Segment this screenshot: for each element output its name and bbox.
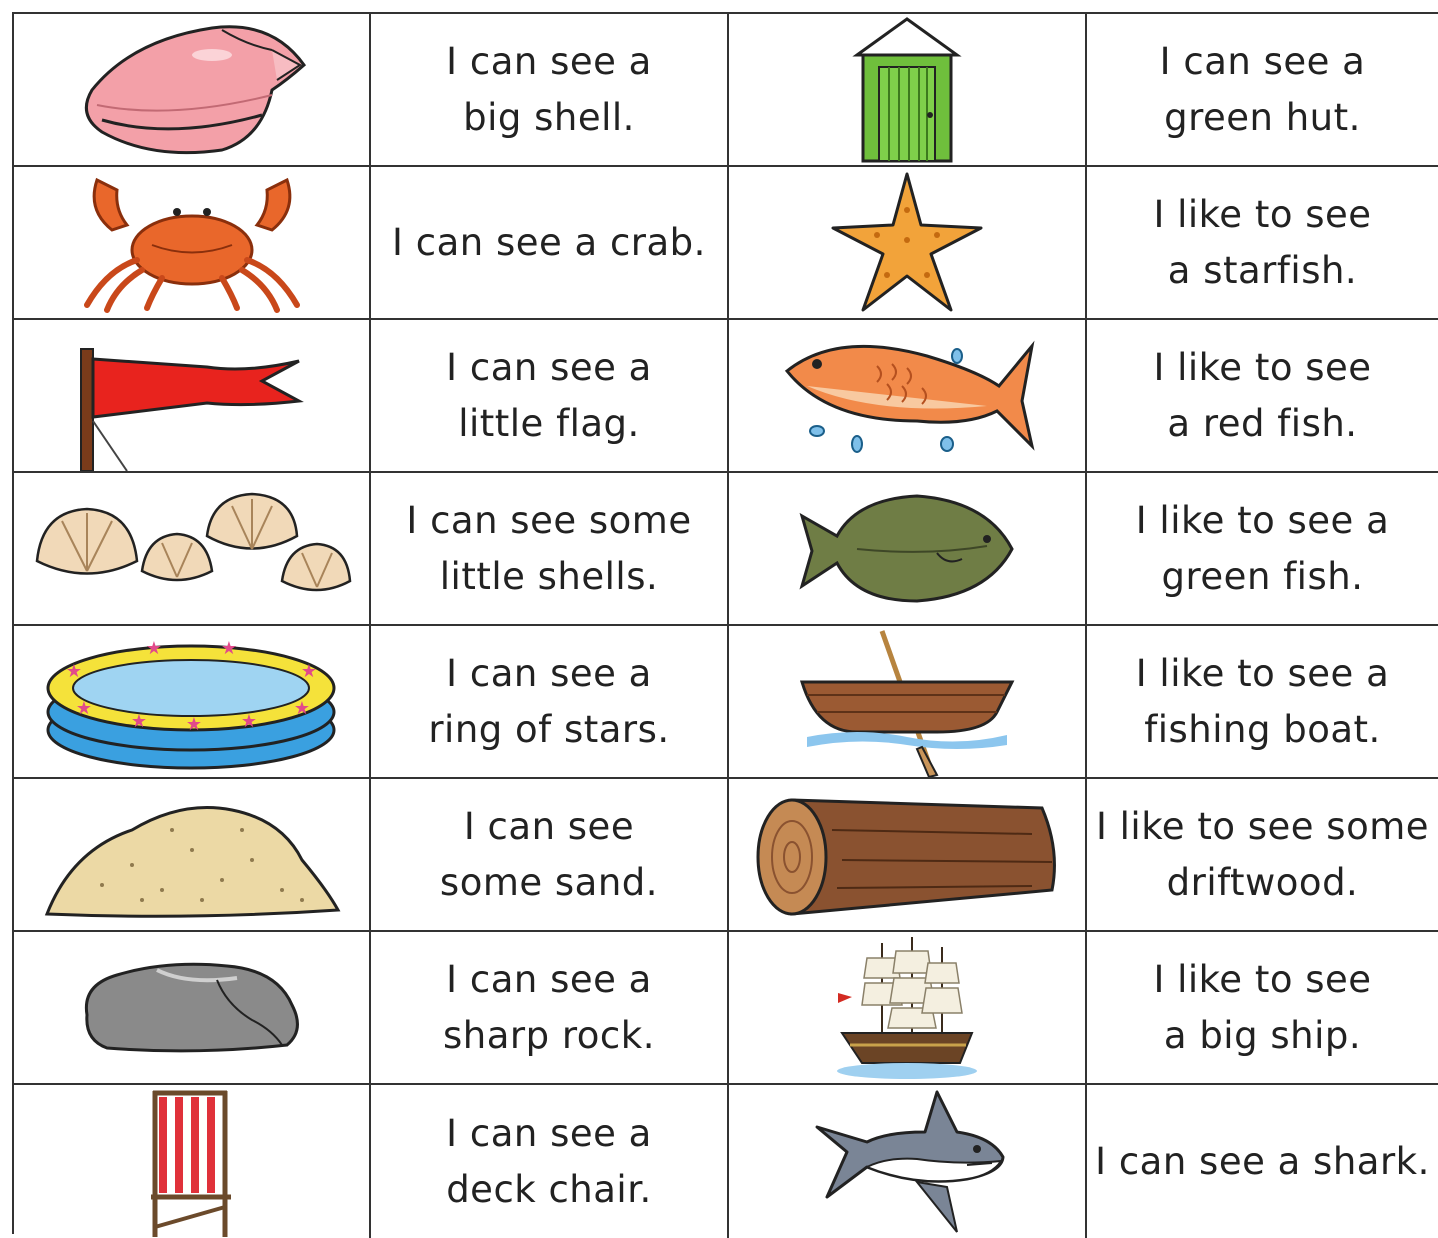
starfish-icon: [729, 167, 1085, 318]
sentence-text: I like to see a red fish.: [1153, 345, 1372, 445]
deck-chair-icon: [14, 1085, 369, 1238]
sentence-cell: [371, 626, 729, 779]
picture-cell: [14, 14, 371, 167]
sentence-text: I like to see a green fish.: [1135, 498, 1390, 598]
shells-icon: [14, 473, 369, 624]
picture-cell: [729, 473, 1087, 626]
sentence-text: I can see some little shells.: [406, 498, 692, 598]
sentence-cell: [1087, 1085, 1438, 1238]
sentence-cell: [371, 167, 729, 320]
sentence-cell: [1087, 167, 1438, 320]
picture-cell: [14, 167, 371, 320]
flag-icon: [14, 320, 369, 471]
red-fish-icon: [729, 320, 1085, 471]
svg-text:★: ★: [75, 697, 93, 719]
sentence-cell: [1087, 932, 1438, 1085]
svg-text:★: ★: [145, 637, 163, 659]
sentence-text: I can see a big shell.: [446, 39, 652, 139]
svg-text:★: ★: [293, 697, 311, 719]
sentence-text: I can see some sand.: [439, 804, 659, 904]
svg-text:★: ★: [300, 660, 318, 682]
sentence-cell: [371, 779, 729, 932]
rowing-boat-icon: [729, 626, 1085, 777]
picture-cell: [729, 14, 1087, 167]
beach-hut-icon: [729, 14, 1085, 165]
sentence-text: I like to see a big ship.: [1153, 957, 1372, 1057]
sentence-cell: [1087, 779, 1438, 932]
picture-cell: [14, 473, 371, 626]
svg-text:★: ★: [130, 710, 148, 732]
shell-icon: [14, 14, 369, 165]
sentence-text: I like to see a fishing boat.: [1135, 651, 1390, 751]
sentence-cell: [371, 14, 729, 167]
sentence-cell: [371, 320, 729, 473]
sentence-cell: [371, 1085, 729, 1238]
picture-cell: [729, 167, 1087, 320]
svg-text:★: ★: [65, 660, 83, 682]
green-fish-icon: [729, 473, 1085, 624]
picture-cell: [729, 626, 1087, 779]
sentence-cell: [371, 932, 729, 1085]
picture-cell: [14, 1085, 371, 1238]
sand-icon: [14, 779, 369, 930]
sentence-text: I can see a shark.: [1095, 1139, 1430, 1183]
shark-icon: [729, 1085, 1085, 1238]
svg-text:★: ★: [185, 713, 203, 735]
sentence-text: I can see a little flag.: [446, 345, 652, 445]
picture-cell: [729, 932, 1087, 1085]
picture-cell: [14, 932, 371, 1085]
sentence-text: I can see a crab.: [392, 220, 706, 264]
picture-cell: [729, 320, 1087, 473]
worksheet-table: [12, 12, 1438, 1234]
picture-cell: [14, 626, 371, 779]
sentence-cell: [1087, 626, 1438, 779]
sentence-text: I can see a deck chair.: [446, 1111, 652, 1211]
sentence-text: I can see a ring of stars.: [428, 651, 670, 751]
ship-icon: [729, 932, 1085, 1083]
sentence-cell: [1087, 14, 1438, 167]
sentence-text: I can see a sharp rock.: [443, 957, 655, 1057]
sentence-cell: [1087, 473, 1438, 626]
picture-cell: [14, 779, 371, 932]
driftwood-icon: [729, 779, 1085, 930]
picture-cell: [14, 320, 371, 473]
card-grid: [14, 14, 1438, 1238]
sentence-cell: [1087, 320, 1438, 473]
rock-icon: [14, 932, 369, 1083]
paddling-pool-icon: [14, 626, 369, 777]
picture-cell: [729, 779, 1087, 932]
sentence-cell: [371, 473, 729, 626]
sentence-text: I can see a green hut.: [1159, 39, 1366, 139]
svg-text:★: ★: [240, 710, 258, 732]
svg-text:★: ★: [220, 637, 238, 659]
sentence-text: I like to see a starfish.: [1153, 192, 1372, 292]
picture-cell: [729, 1085, 1087, 1238]
sentence-text: I like to see some driftwood.: [1095, 804, 1430, 904]
crab-icon: [14, 167, 369, 318]
